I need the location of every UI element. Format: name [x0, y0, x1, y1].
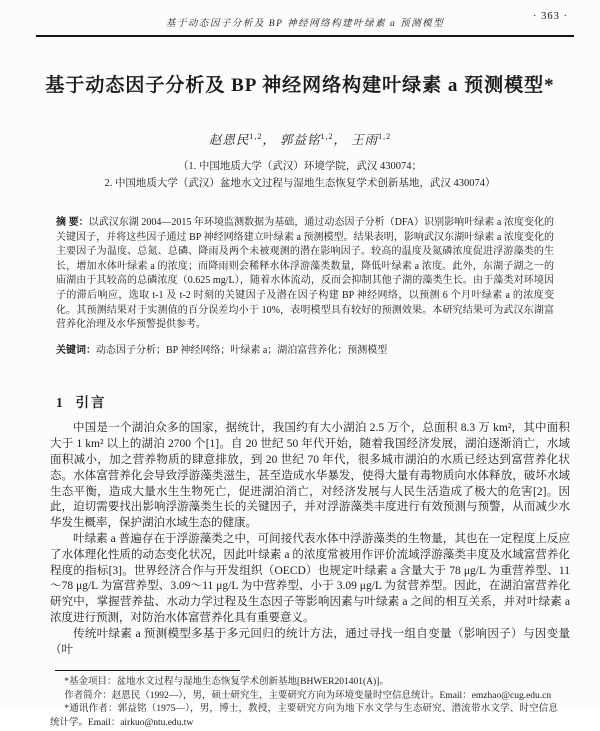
footnote-author-bio: 作者简介：赵恩民（1992—），男，硕士研究生，主要研究方向为环境变量时空信息统计。Email：emzhao@cug.edu.cn — [64, 690, 552, 701]
author-superscript: 1,2 — [378, 131, 392, 141]
abstract-text: 以武汉东湖 2004—2015 年环境监测数据为基础，通过动态因子分析（DFA）识别影响叶绿素 a 浓度变化的关键因子，并将这些因子通过 BP 神经网络建立叶绿素 a 预测模型。结果表明，影响武汉东湖叶绿素 a 浓度变化的主要因子为温度、总氮、总磷、降雨及两个未被观测的潜在影响因子。较高的温度及氮磷浓度促进浮游藻类的生长，增加水体叶绿素 a 的浓度；而降雨则会稀释水体浮游藻类数量，降低叶绿素 a 浓度。此外，东湖子湖之一的庙湖由于其较高的总磷浓度（0.625 mg/L），随着水体流动，反而会抑制其他子湖的藻类生长。由于藻类对环境因子的滞后响应，选取 t-1 及 t-2 时刻的关键因子及潜在因子构建 BP 神经网络，以预测 6 个月叶绿素 a 的浓度变化。其预测结果对于实测值的百分误差均小于 10%，表明模型具有较好的预测效果。本研究结果可为武汉东湖富营养化治理及水华预警提供参考。 — [56, 217, 554, 331]
abstract — [56, 216, 554, 333]
footnote-corresponding-author: *通讯作者：郭益铭（1975—），男，博士，教授，主要研究方向为地下水文学与生态研究、潜流带水文学、时空信息统计学。Email：airkuo@ntu.edu.tw — [50, 704, 558, 729]
section-body — [0, 421, 600, 658]
header-rule — [36, 35, 574, 37]
affiliation-line: （1. 中国地质大学（武汉）环境学院，武汉 430074； — [177, 161, 423, 172]
section-title: 引言 — [75, 395, 107, 411]
author-superscript: 1,2 — [320, 131, 334, 141]
running-title: 基于动态因子分析及 BP 神经网络构建叶绿素 a 预测模型 — [165, 19, 445, 29]
author-separator: ， — [262, 133, 276, 147]
paper-title: 基于动态因子分析及 BP 神经网络构建叶绿素 a 预测模型* — [45, 75, 555, 96]
author-line — [0, 130, 600, 148]
keywords — [56, 344, 554, 359]
keywords-text: 动态因子分析；BP 神经网络；叶绿素 a；湖泊富营养化；预测模型 — [96, 344, 388, 356]
affiliation-line: 2. 中国地质大学（武汉）盆地水文过程与湿地生态恢复学术创新基地，武汉 430074） — [104, 178, 496, 189]
affiliations — [0, 158, 600, 192]
author-name: 赵恩民 — [208, 133, 250, 147]
author-superscript: 1,2 — [249, 131, 263, 141]
page-number: · 363 · — [533, 11, 568, 22]
footnote-funding: *基金项目：盆地水文过程与湿地生态恢复学术创新基地[BHWER201401(A)]。 — [64, 677, 389, 688]
keywords-label: 关键词： — [56, 344, 96, 356]
section-heading — [56, 391, 600, 411]
author-name: 王雨 — [351, 133, 379, 147]
paragraph: 中国是一个湖泊众多的国家，据统计，我国约有大小湖泊 2.5 万个，总面积 8.3 万 km²，其中面积大于 1 km² 以上的湖泊 2700 个[1]。自 20 世纪 50 年代开始，随着我国经济发展，湖泊逐渐消亡，水域面积减小，加之营养物质的肆意排放，到 20 世纪 70 年代，很多城市湖泊的水质已经达到富营养化状态。水体富营养化会导致浮游藻类滋生，甚至造成水华暴发，使得大量有毒物质向水体释放，破坏水域生态平衡，造成大量水生生物死亡，促进湖泊消亡，对经济发展与人民生活造成了极大的危害[2]。因此，迫切需要找出影响浮游藻类生长的关键因子，并对浮游藻类丰度进行有效预测与预警，从而减少水华发生概率，保护湖泊水域生态的健康。 — [50, 422, 570, 530]
paragraph: 传统叶绿素 a 预测模型多基于多元回归的统计方法，通过寻找一组自变量（影响因子）与因变量（叶 — [50, 627, 570, 656]
abstract-label: 摘 要： — [56, 217, 89, 228]
author-name: 郭益铭 — [279, 133, 321, 147]
author-separator: ， — [333, 133, 348, 147]
footnote-divider — [55, 670, 240, 671]
page-header — [36, 0, 574, 37]
paragraph: 叶绿素 a 普遍存在于浮游藻类之中，可间接代表水体中浮游藻类的生物量，其也在一定程度上反应了水体理化性质的动态变化状况，因此叶绿素 a 的浓度常被用作评价流域浮游藻类丰度及水域富营养化程度的指标[3]。世界经济合作与开发组织（OECD）也规定叶绿素 a 含量大于 78 μg/L 为重营养型、11～78 μg/L 为富营养型、3.09～11 μg/L 为中营养型、小于 3.09 μg/L 为贫营养型。因此，在湖泊富营养化研究中，掌握营养盐、水动力学过程及生态因子等影响因素与叶绿素 a 之间的相互关系，并对叶绿素 a 浓度进行预测，对防治水体富营养化具有重要意义。 — [50, 532, 570, 624]
footnotes — [0, 676, 600, 730]
section-number: 1 — [56, 395, 65, 411]
